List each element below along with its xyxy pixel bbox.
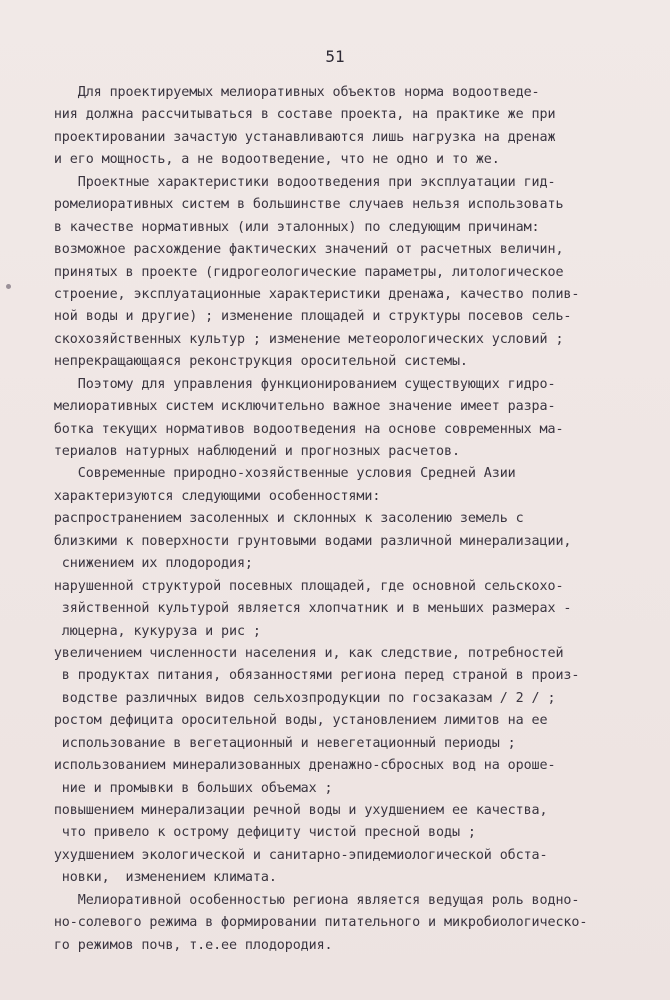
text-line: и его мощность, а не водоотведение, что не одно и то же. [22,152,500,168]
text-line: Для проектируемых мелиоративных объектов норма водоотведе- [22,85,540,100]
text-line: использованием минерализованных дренажно-сбросных вод на ороше- [22,758,556,774]
text-line: ростом дефицита оросительной воды, установлением лимитов на ее [22,713,548,729]
text-line: распространением засоленных и склонных к засолению земель с [22,511,524,527]
text-line: ромелиоративных систем в большинстве случаев нельзя использовать [22,197,564,213]
page-number: 51 [325,47,345,66]
text-line: ния должна рассчитываться в составе проекта, на практике же при [22,107,556,123]
text-line: непрекращающаяся реконструкция оросительной системы. [22,354,468,370]
text-line: но-солевого режима в формировании питательного и микробиологическо- [22,915,588,931]
text-line: зяйственной культурой является хлопчатник и в меньших размерах - [22,601,572,617]
text-line: строение, эксплуатационные характеристики дренажа, качество полив- [22,286,580,302]
text-line: что привело к острому дефициту чистой пресной воды ; [22,825,476,841]
text-line: новки, изменением климата. [22,870,277,886]
text-line: Проектные характеристики водоотведения при эксплуатации гид- [22,174,556,190]
text-line: принятых в проекте (гидрогеологические параметры, литологическое [22,264,564,280]
text-line: близкими к поверхности грунтовыми водами различной минерализации, [22,533,572,549]
text-line: проектировании зачастую устанавливаются лишь нагрузка на дренаж [22,129,556,145]
text-line: го режимов почв, т.е.ее плодородия. [22,937,333,953]
text-line: водстве различных видов сельхозпродукции по госзаказам / 2 / ; [22,690,556,706]
text-line: люцерна, кукуруза и рис ; [22,623,261,639]
text-line: снижением их плодородия; [22,556,253,572]
text-line: в качестве нормативных (или эталонных) по следующим причинам: [22,219,540,235]
text-line: ботка текущих нормативов водоотведения на основе современных ма- [22,421,564,437]
text-line: возможное расхождение фактических значений от расчетных величин, [22,242,564,258]
text-line: ние и промывки в больших объемах ; [22,780,333,796]
text-line: ухудшением экологической и санитарно-эпидемиологической обста- [22,847,548,863]
text-line: увеличением численности населения и, как следствие, потребностей [22,645,564,661]
body-text [22,82,642,957]
text-line: ной воды и другие) ; изменение площадей и структуры посевов сель- [22,309,572,325]
text-line: Поэтому для управления функционированием существующих гидро- [22,376,556,392]
text-line: Мелиоративной особенностью региона является ведущая роль водно- [22,892,580,908]
text-line: использование в вегетационный и невегетационный периоды ; [22,735,516,751]
text-line: мелиоративных систем исключительно важное значение имеет разра- [22,399,556,415]
text-line: в продуктах питания, обязанностями региона перед страной в произ- [22,668,580,684]
text-line: характеризуются следующими особенностями: [22,488,381,504]
text-line: Современные природно-хозяйственные условия Средней Азии [22,466,516,482]
text-line: повышением минерализации речной воды и ухудшением ее качества, [22,803,548,818]
text-line: скохозяйственных культур ; изменение метеорологических условий ; [22,331,564,347]
text-line: териалов натурных наблюдений и прогнозных расчетов. [22,444,460,459]
margin-dot [6,284,11,289]
text-line: нарушенной структурой посевных площадей, где основной сельскохо- [22,578,564,594]
